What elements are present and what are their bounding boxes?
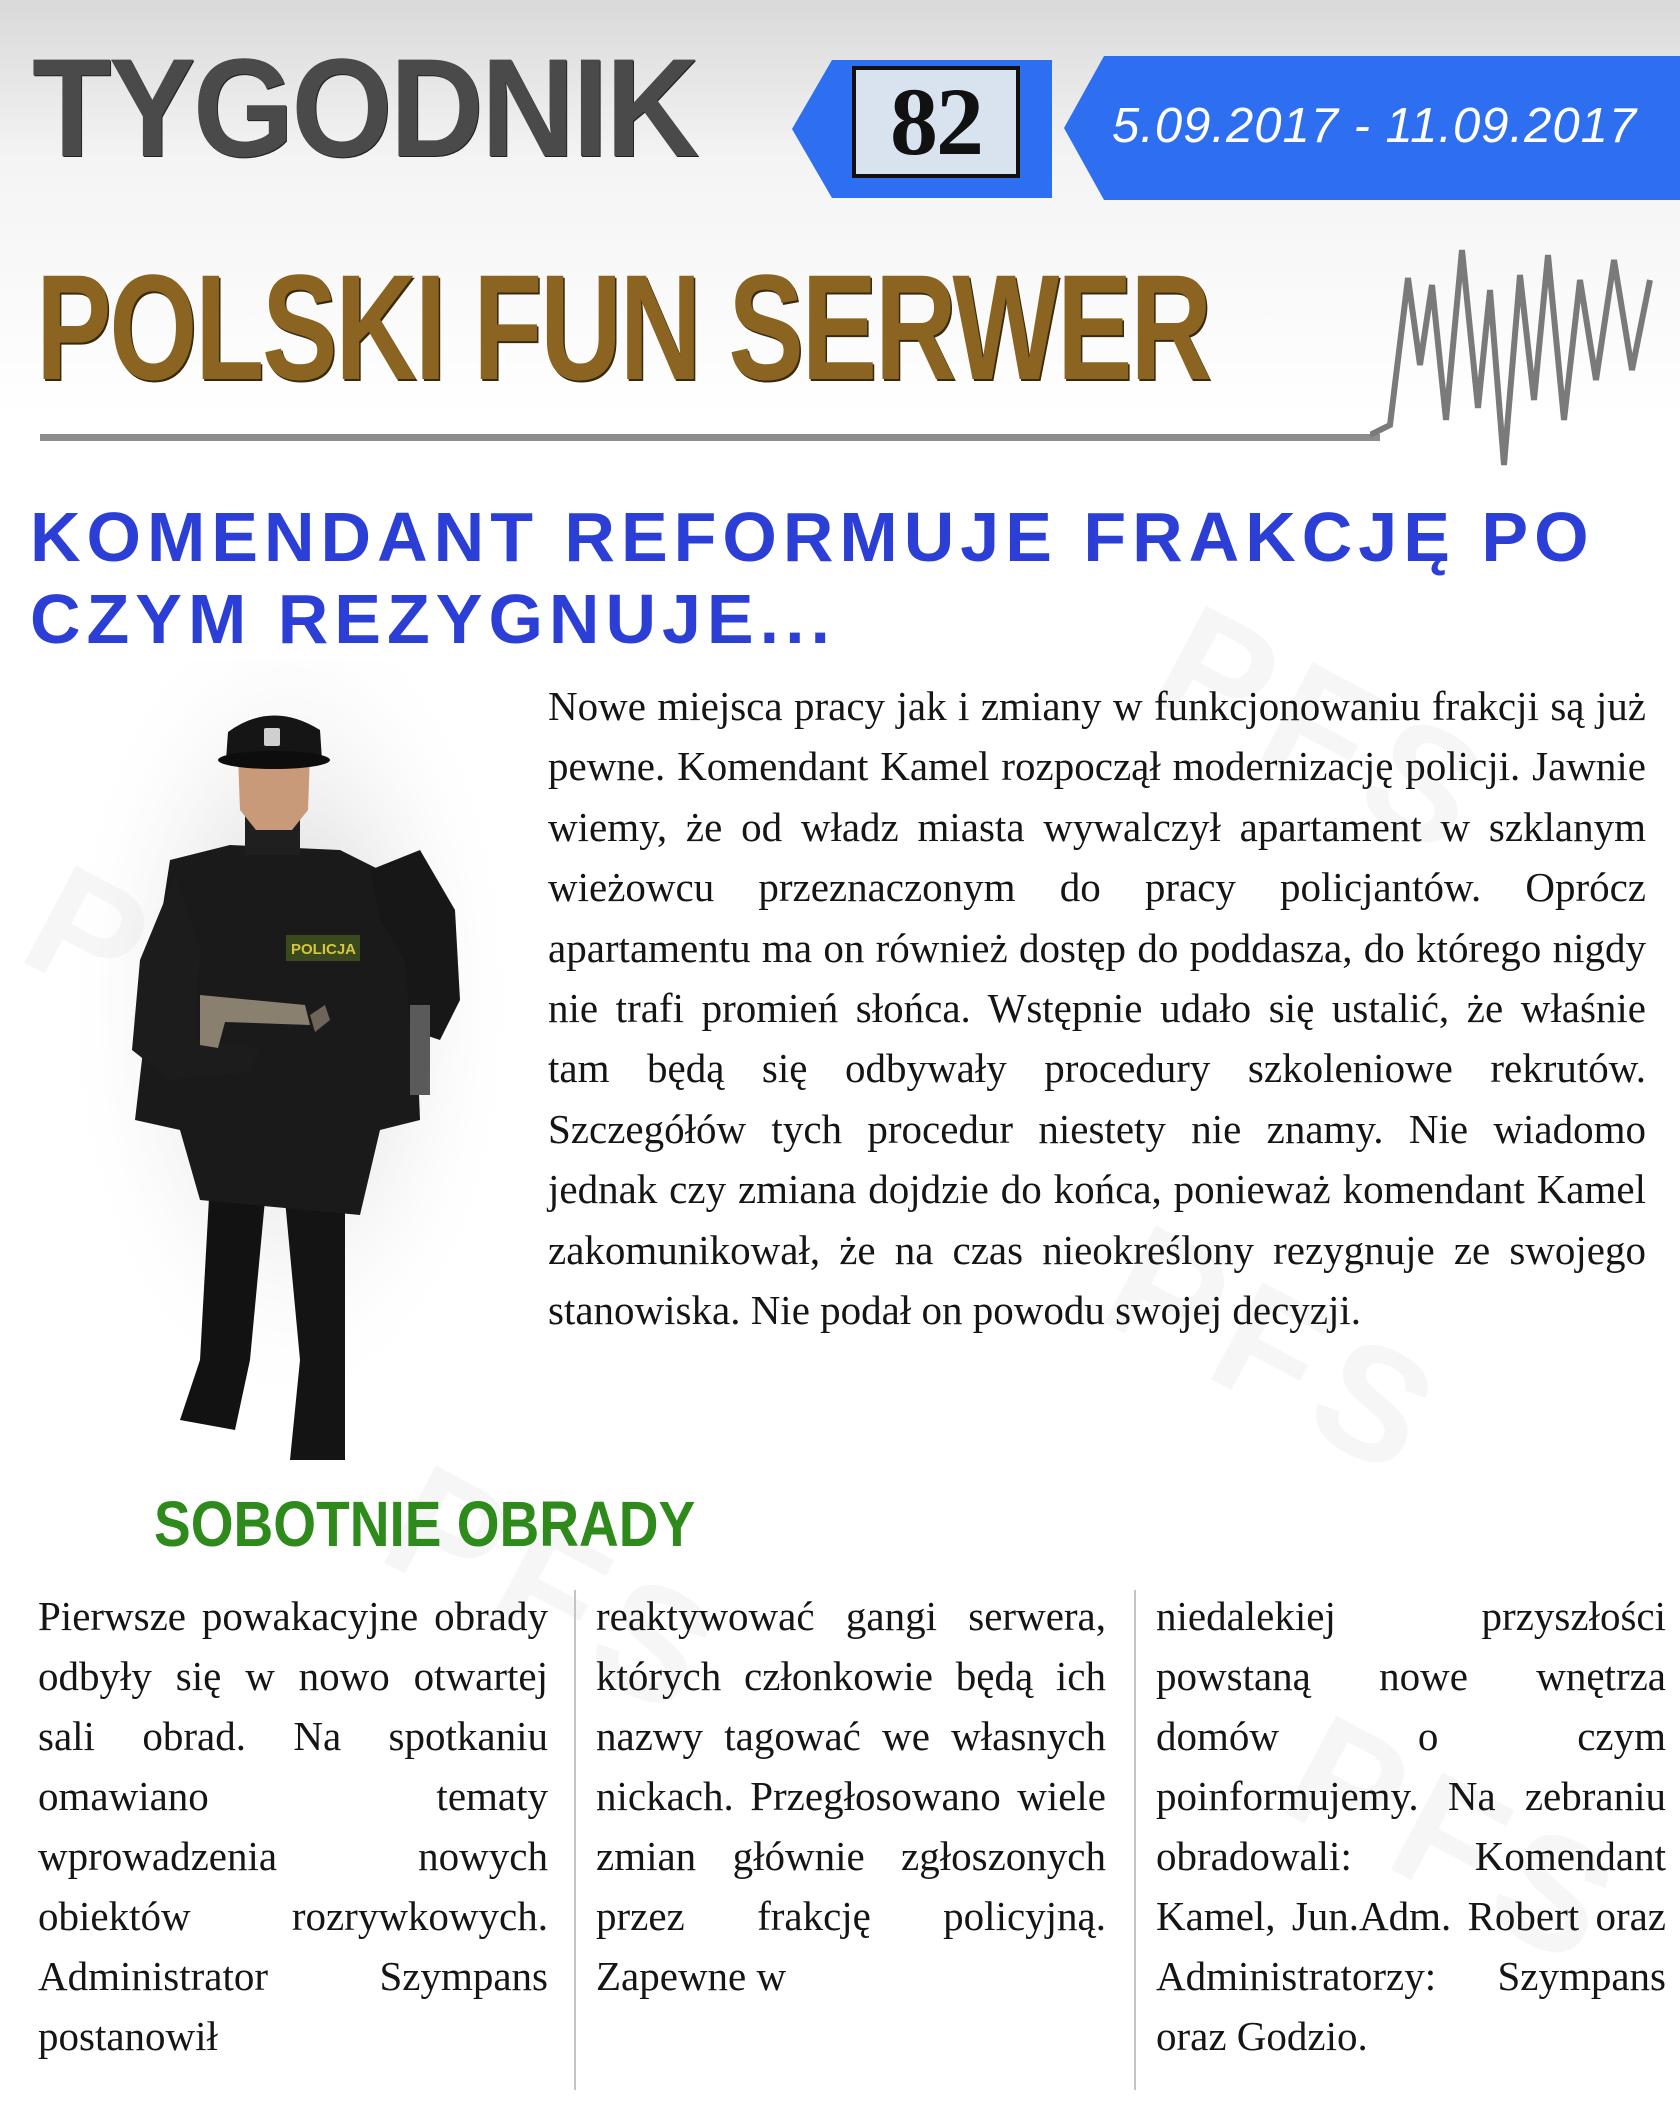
article-column-2: reaktywować gangi serwera, których członkowie będą ich nazwy tagować we własnych nickach. Przegłosowano wiele zmian głównie zgłoszonych przez frakcję policyjną. Zapewne w <box>596 1593 1106 1999</box>
section-heading: SOBOTNIE OBRADY <box>154 1488 696 1560</box>
masthead-title-top: TYGODNIK <box>32 29 697 186</box>
pulse-line-icon <box>1370 220 1670 490</box>
police-patch-text: POLICJA <box>291 941 357 958</box>
issue-number: 82 <box>890 68 982 175</box>
masthead-divider <box>40 434 1380 441</box>
column-divider <box>1134 1590 1136 2090</box>
main-headline: KOMENDANT REFORMUJE FRAKCJĘ PO CZYM REZYGNUJE... <box>30 498 1595 658</box>
article-column-1: Pierwsze powakacyjne obrady odbyły się w nowo otwartej sali obrad. Na spotkaniu omawiano tematy wprowadzenia nowych obiektów rozrywkowych. Administrator Szympans postanowił <box>38 1593 548 2059</box>
main-article-body: Nowe miejsca pracy jak i zmiany w funkcjonowaniu frakcji są już pewne. Komendant Kamel rozpoczął modernizację policji. Jawnie wiemy, że od władz miasta wywalczył apartament w szklanym wieżowcu przeznaczonym do pracy policjantów. Oprócz apartamentu ma on również dostęp do poddasza, do którego nigdy nie trafi promień słońca. Wstępnie udało się ustalić, że właśnie tam będą się odbywały procedury szkoleniowe rekrutów. Szczegółów tych procedur niestety nie znamy. Nie wiadomo jednak czy zmiana dojdzie do końca, ponieważ komendant Kamel zakomunikował, że na czas nieokreślony rezygnuje ze swojego stanowiska. Nie podał on powodu swojej decyzji. <box>548 683 1646 1334</box>
column-divider <box>574 1590 576 2090</box>
issue-number-box <box>852 66 1020 178</box>
police-officer-image <box>60 660 530 1470</box>
article-column-3: niedalekiej przyszłości powstaną nowe wnętrza domów o czym poinformujemy. Na zebraniu obradowali: Komendant Kamel, Jun.Adm. Robert oraz Administratorzy: Szympans oraz Godzio. <box>1156 1593 1666 2059</box>
date-range: 5.09.2017 - 11.09.2017 <box>1112 99 1638 153</box>
masthead-title-bottom: POLSKI FUN SERWER <box>36 243 1210 411</box>
